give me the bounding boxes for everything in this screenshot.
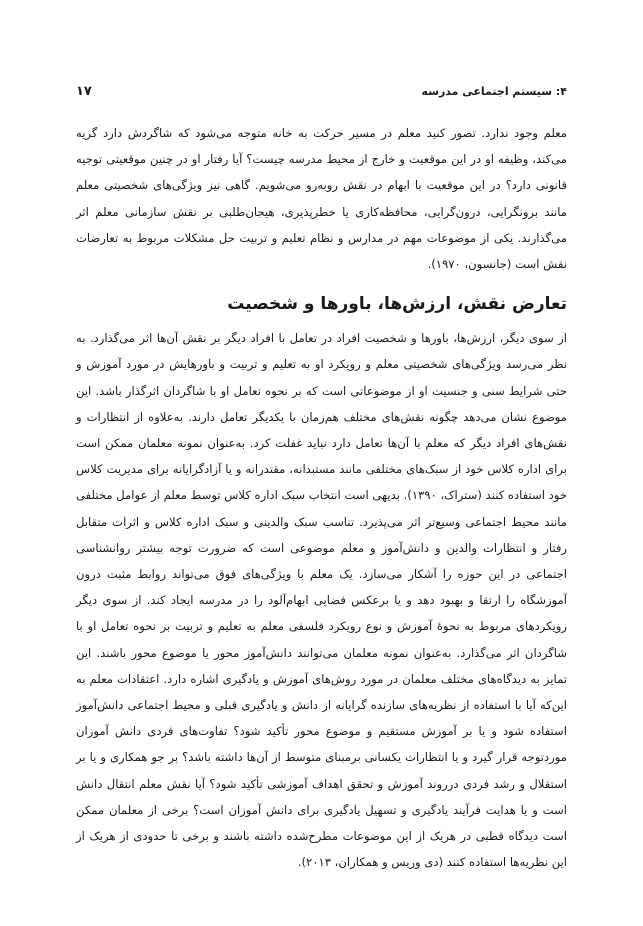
running-header xyxy=(76,81,567,101)
page-number: ۱۷ xyxy=(76,83,92,99)
page-body xyxy=(76,120,567,875)
section-heading: تعارض نقش، ارزش‌ها، باورها و شخصیت xyxy=(227,294,567,315)
chapter-title: ۴: سیستم اجتماعی مدرسه xyxy=(421,84,567,98)
paragraph-role-ambiguity: معلم وجود ندارد. تصور کنید معلم در مسیر حرکت به خانه متوجه می‌شود که شاگردش دارد گریه می‌کند، وظیفه او در این موقعیت و خارج از محیط مدرسه چیست؟ آیا رفتار او در چنین موقعیتی توجیه قانونی دارد؟ در این موقعیت با ابهام در نقش روبه‌رو می‌شویم. گاهی نیز ویژگی‌های شخصیتی معلم مانند برونگرایی، درون‌گرایی، محافظه‌کاری یا خطرپذیری، هیجان‌طلبی بر نقش سازمانی معلم اثر می‌گذارند. یکی از موضوعات مهم در مدارس و نظام تعلیم و تربیت حل مشکلات مربوط به تعارضات نقش است (جانسون، ۱۹۷۰). xyxy=(76,126,567,272)
paragraph-values-beliefs: از سوی دیگر، ارزش‌ها، باورها و شخصیت افراد در تعامل با افراد دیگر بر نقش آن‌ها اثر می‌گذارد. به نظر می‌رسد ویژگی‌های شخصیتی معلم و رویکرد او به تعلیم و تربیت و باورهایش در مورد آموزش و حتی شرایط سنی و جنسیت او از موضوعاتی است که بر نحوه تعامل او با شاگردان اثرگذار باشد. این موضوع نشان می‌دهد چگونه نقش‌های مختلف هم‌زمان با یکدیگر تعامل دارند. به‌علاوه از انتظارات و نقش‌های افراد دیگر که معلم با آن‌ها تعامل دارد نباید غفلت کرد. به‌عنوان نمونه معلمان ممکن است برای اداره کلاس خود از سبک‌های مختلفی مانند مستبدانه، مقتدرانه و یا آزادگرایانه برای مدیریت کلاس خود استفاده کنند (ستراک، ۱۳۹۰). بدیهی است انتخاب سبک اداره کلاس توسط معلم از عوامل مختلفی مانند محیط اجتماعی وسیع‌تر اثر می‌پذیرد. تناسب سبک والدینی و سبک اداره کلاس و اثرات متقابل رفتار و انتظارات والدین و دانش‌آموز و معلم موضوعی است که ضرورت توجه بیشتر روانشناسی اجتماعی در این حوزه را آشکار می‌سازد. یک معلم با ویژگی‌های فوق می‌تواند روابط مثبت درون آموزشگاه را ارتقا و بهبود دهد و یا برعکس فضایی ابهام‌آلود را در مدرسه ایجاد کند. از سوی دیگر رویکردهای مربوط به نحوهٔ آموزش و نوع رویکرد فلسفی معلم به تعلیم و تربیت بر نحوه تعامل او با شاگردان اثر می‌گذارد. به‌عنوان نمونه معلمان می‌توانند دانش‌آموز محور یا موضوع محور باشند. این تمایز به دیدگاه‌های مختلف معلمان در مورد روش‌های آموزش و یادگیری اشاره دارد. اعتقادات معلم به این‌که آیا با استفاده از نظریه‌های سازنده گرایانه از دانش و یادگیری قبلی و محیط اجتماعی دانش‌آموز استفاده شود و یا بر آموزش مستقیم و موضوع محور تأکید شود؟ تفاوت‌های فردی دانش آموزان موردتوجه قرار گیرد و یا انتظارات یکسانی برمبنای متوسط از آن‌ها داشته باشد؟ بر جو همکاری و یا بر استقلال و رشد فردی درروند آموزش و تحقق اهداف آموزشی تأکید شود؟ آیا نقش معلم انتقال دانش است و یا هدایت فرآیند یادگیری و تسهیل یادگیری برای دانش آموزان است؟ برخی از معلمان ممکن است دیدگاه قطبی در هریک از این موضوعات مطرح‌شده داشته باشند و برخی تا حدودی از هریک از این نظریه‌ها استفاده کنند (دی وریس و همکاران، ۲۰۱۳). xyxy=(76,331,567,870)
